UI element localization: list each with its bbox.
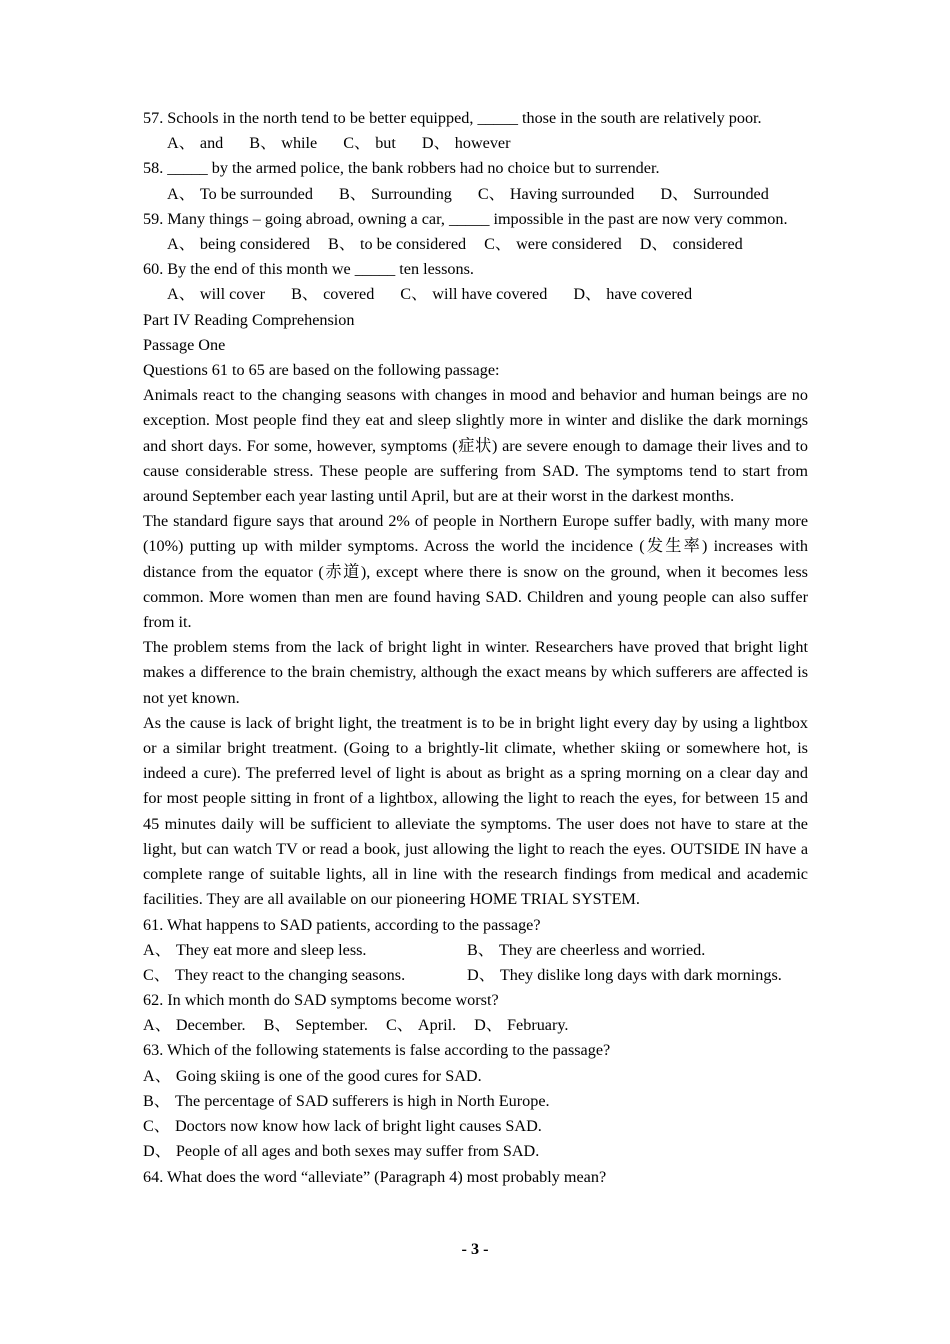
- option-marker: A、: [143, 940, 171, 959]
- option-text[interactable]: April.: [417, 1016, 457, 1035]
- passage-one-label: Passage One: [143, 335, 226, 354]
- question-63-option-b[interactable]: [143, 1089, 808, 1114]
- question-57-stem: 57. Schools in the north tend to be better equipped, _____ those in the south are relatively poor.: [143, 109, 762, 127]
- option-marker: A、: [167, 285, 195, 304]
- option-text[interactable]: will have covered: [432, 285, 548, 304]
- document-body: [143, 106, 808, 1190]
- option-text: They are cheerless and worried.: [498, 940, 706, 959]
- page-number: - 3 -: [461, 1240, 489, 1258]
- question-59-options: [143, 232, 808, 257]
- passage-instruction: Questions 61 to 65 are based on the following passage:: [143, 361, 500, 380]
- option-text[interactable]: covered: [323, 285, 375, 304]
- option-text[interactable]: February.: [507, 1016, 569, 1035]
- option-text[interactable]: but: [375, 134, 396, 153]
- option-marker: D、: [143, 1142, 171, 1161]
- passage-paragraph-2: The standard figure says that around 2% of people in Northern Europe suffer badly, with many more (10%) putting up with milder symptoms. Across the world the incidence (发生率) increases with distance from the equator (赤道), except where there is snow on the ground, when it becomes less common. More women than men are found having SAD. Children and young people can also suffer from it.: [143, 512, 808, 632]
- option-text[interactable]: have covered: [606, 285, 693, 304]
- question-58-options: [143, 182, 808, 207]
- question-61-option-c[interactable]: [143, 963, 405, 988]
- passage-paragraph-3: The problem stems from the lack of bright light in winter. Researchers have proved that bright light makes a difference to the brain chemistry, although the exact means by which sufferers are affected is not yet known.: [143, 638, 808, 707]
- part-four-heading: Part IV Reading Comprehension: [143, 310, 355, 329]
- question-61-option-d[interactable]: [467, 963, 782, 988]
- question-63-option-c[interactable]: [143, 1114, 808, 1139]
- option-text: People of all ages and both sexes may suffer from SAD.: [175, 1142, 540, 1161]
- question-64-stem: 64. What does the word “alleviate” (Paragraph 4) most probably mean?: [143, 1167, 607, 1186]
- option-text[interactable]: being considered: [199, 235, 311, 254]
- question-63-option-d[interactable]: [143, 1139, 808, 1164]
- option-marker: D、: [474, 1016, 503, 1035]
- option-marker: C、: [484, 235, 512, 254]
- option-marker: C、: [143, 965, 170, 984]
- question-61-options-row-1: [143, 938, 808, 963]
- option-marker: B、: [467, 940, 494, 959]
- option-text[interactable]: Surrounding: [370, 184, 452, 203]
- question-60-options: [143, 282, 808, 307]
- option-text: The percentage of SAD sufferers is high in North Europe.: [174, 1091, 550, 1110]
- option-marker: D、: [421, 134, 450, 153]
- question-63-option-a[interactable]: [143, 1064, 808, 1089]
- option-marker: A、: [167, 184, 195, 203]
- question-61-stem: 61. What happens to SAD patients, according to the passage?: [143, 915, 541, 934]
- question-62-options: [143, 1013, 808, 1038]
- option-text[interactable]: considered: [672, 235, 743, 254]
- option-marker: D、: [467, 965, 495, 984]
- option-text[interactable]: however: [454, 134, 511, 153]
- question-59-stem: 59. Many things – going abroad, owning a car, _____ impossible in the past are now very common.: [143, 209, 788, 228]
- option-marker: B、: [263, 1016, 291, 1035]
- option-text: They eat more and sleep less.: [175, 940, 367, 959]
- option-marker: B、: [249, 134, 277, 153]
- option-marker: C、: [343, 134, 371, 153]
- question-61-options-row-2: [143, 963, 808, 988]
- option-text[interactable]: Surrounded: [693, 184, 769, 203]
- option-text: They react to the changing seasons.: [174, 965, 406, 984]
- option-text: Doctors now know how lack of bright light causes SAD.: [174, 1117, 542, 1136]
- option-text[interactable]: September.: [295, 1016, 368, 1035]
- option-marker: C、: [385, 1016, 413, 1035]
- question-60-stem: 60. By the end of this month we _____ ten lessons.: [143, 260, 474, 279]
- option-marker: D、: [639, 235, 668, 254]
- option-text[interactable]: will cover: [199, 285, 266, 304]
- option-marker: B、: [328, 235, 356, 254]
- option-marker: B、: [291, 285, 319, 304]
- option-marker: B、: [338, 184, 366, 203]
- option-marker: A、: [143, 1016, 171, 1035]
- question-58-stem: 58. _____ by the armed police, the bank robbers had no choice but to surrender.: [143, 159, 660, 178]
- option-marker: A、: [167, 134, 195, 153]
- option-marker: D、: [573, 285, 602, 304]
- question-62-stem: 62. In which month do SAD symptoms become worst?: [143, 991, 499, 1010]
- question-63-stem: 63. Which of the following statements is false according to the passage?: [143, 1041, 611, 1060]
- option-marker: A、: [143, 1066, 171, 1085]
- option-marker: B、: [143, 1091, 170, 1110]
- option-marker: A、: [167, 235, 195, 254]
- question-61-option-b[interactable]: [467, 938, 705, 963]
- option-text[interactable]: were considered: [516, 235, 622, 254]
- option-text: They dislike long days with dark mornings.: [499, 965, 782, 984]
- option-text[interactable]: To be surrounded: [199, 184, 313, 203]
- passage-paragraph-4: As the cause is lack of bright light, the treatment is to be in bright light every day by using a lightbox or a similar bright treatment. (Going to a brightly-lit climate, whether skiing or somewhere hot, is indeed a cure). The preferred level of light is about as bright as a spring morning on a clear day and for most people sitting in front of a lightbox, allowing the light to reach the eyes, for between 15 and 45 minutes daily will be sufficient to alleviate the symptoms. The user does not have to stare at the light, but can watch TV or read a book, just allowing the light to reach the eyes. OUTSIDE IN have a complete range of suitable lights, all in line with the research findings from medical and academic facilities. They are all available on our pioneering HOME TRIAL SYSTEM.: [143, 713, 808, 909]
- question-61-option-a[interactable]: [143, 938, 366, 963]
- option-marker: D、: [660, 184, 689, 203]
- option-text: Going skiing is one of the good cures for SAD.: [175, 1066, 482, 1085]
- option-marker: C、: [143, 1117, 170, 1136]
- question-57-options: [143, 131, 808, 156]
- option-marker: C、: [400, 285, 428, 304]
- option-text[interactable]: Having surrounded: [509, 184, 635, 203]
- option-text[interactable]: to be considered: [360, 235, 467, 254]
- passage-paragraph-1: Animals react to the changing seasons with changes in mood and behavior and human beings are no exception. Most people find they eat and sleep slightly more in winter and dislike the dark mornings and short days. For some, however, symptoms (症状) are severe enough to damage their lives and to cause considerable stress. These people are suffering from SAD. The symptoms tend to start from around September each year lasting until April, but are at their worst in the darkest months.: [143, 386, 808, 506]
- option-text[interactable]: December.: [175, 1016, 246, 1035]
- option-text[interactable]: while: [281, 134, 318, 153]
- option-marker: C、: [477, 184, 505, 203]
- option-text[interactable]: and: [199, 134, 224, 153]
